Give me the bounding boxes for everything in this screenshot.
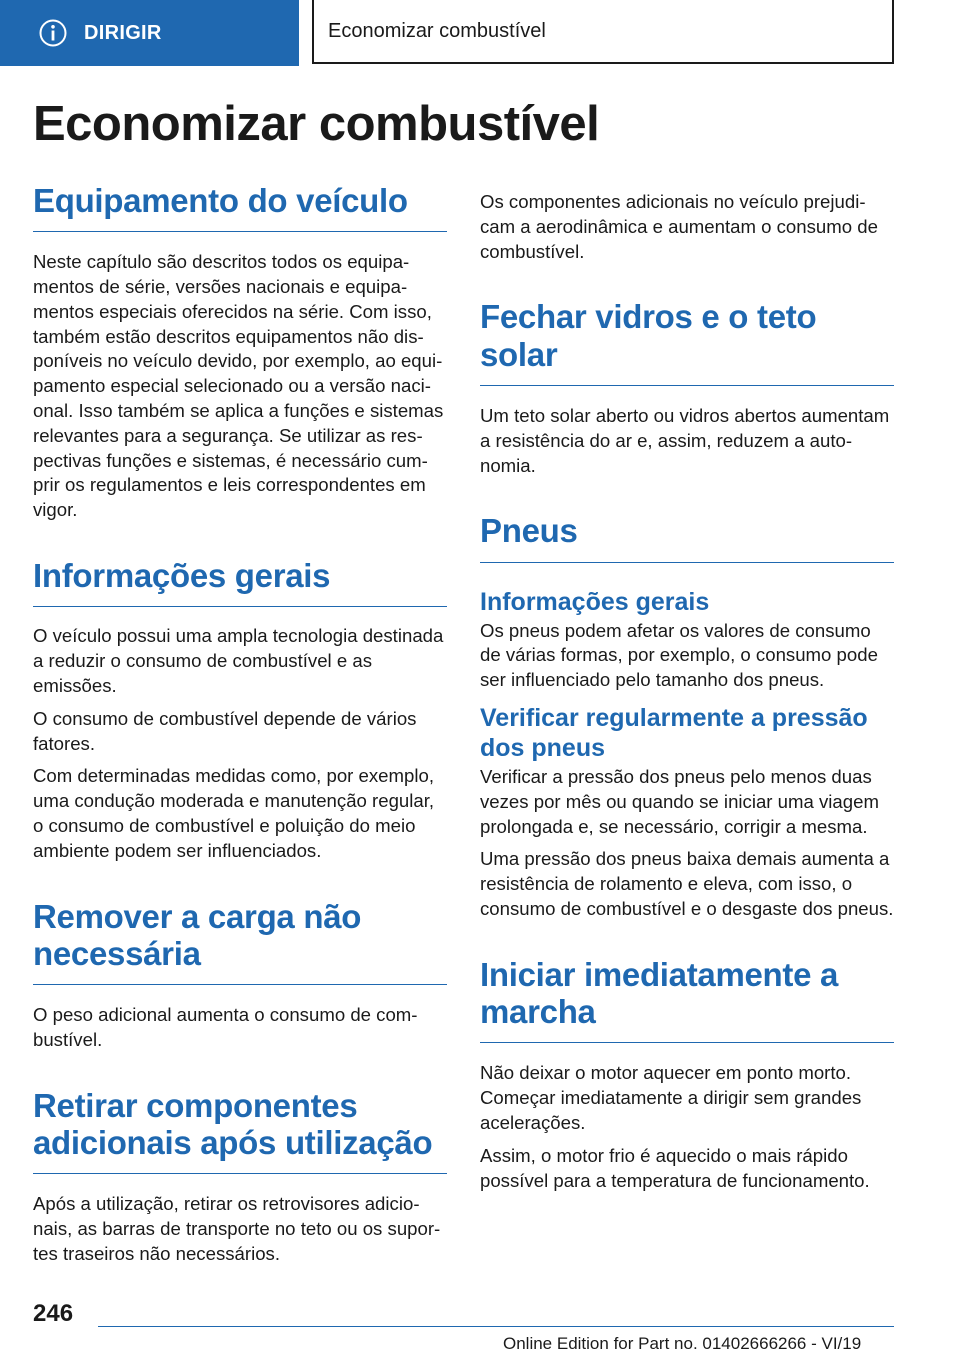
paragraph: Um teto solar aberto ou vidros abertos aumentam a resistência do ar e, assim, reduzem a autonomia.	[480, 404, 890, 476]
paragraph: Após a utilização, retirar os retrovisores adicionais, as barras de transporte no teto ou os suportes traseiros não necessários.	[33, 1193, 441, 1264]
footer-divider	[98, 1326, 894, 1327]
page-number: 246	[33, 1300, 74, 1327]
header-chapter-title: Economizar combustível	[312, 0, 894, 64]
subheading-informacoes-gerais: Informações gerais	[480, 587, 710, 616]
paragraph: O veículo possui uma ampla tecnologia destinada a reduzir o consumo de combustível e as emissões.	[33, 625, 444, 696]
section-tab-label: DIRIGIR	[84, 21, 162, 44]
paragraph: Com determinadas medidas como, por exemplo, uma condução moderada e manutenção regular, o consumo de combustível e poluição do meio ambiente podem ser influenciados.	[33, 765, 435, 861]
footer-edition-text: Online Edition for Part no. 01402666266 - VI/19	[503, 1334, 862, 1353]
right-column	[480, 190, 894, 1193]
subheading-verificar-pressao: Verificar regularmente a pressão dos pneus	[480, 704, 868, 763]
paragraph: Os componentes adicionais no veículo prejudicam a aerodinâmica e aumentam o consumo de combustível.	[480, 191, 878, 262]
section-heading-informacoes-gerais: Informações gerais	[33, 557, 447, 607]
paragraph: O peso adicional aumenta o consumo de combustível.	[33, 1004, 418, 1050]
section-heading-equipamento: Equipamento do veículo	[33, 182, 447, 232]
paragraph: Uma pressão dos pneus baixa demais aumenta a resistência de rolamento e eleva, com isso, o consumo de combustível e o desgaste dos pneus.	[480, 848, 894, 919]
section-heading-pneus: Pneus	[480, 512, 894, 562]
paragraph: Verificar a pressão dos pneus pelo menos duas vezes por mês ou quando se iniciar uma viagem prolongada e, se necessário, corrigir a mesma.	[480, 766, 879, 837]
section-heading-iniciar-marcha: Iniciar imediatamente a marcha	[480, 956, 894, 1044]
header-section-tab[interactable]	[0, 0, 299, 66]
page-title: Economizar combustível	[33, 97, 600, 151]
section-heading-fechar-vidros: Fechar vidros e o teto solar	[480, 298, 894, 386]
paragraph: Os pneus podem afetar os valores de consumo de várias formas, por exemplo, o consumo pode ser influenciado pelo tamanho dos pneus.	[480, 619, 878, 691]
paragraph: Não deixar o motor aquecer em ponto morto. Começar imediatamente a dirigir sem grandes acelerações.	[480, 1062, 862, 1133]
info-icon	[38, 18, 68, 48]
paragraph: Assim, o motor frio é aquecido o mais rápido possível para a temperatura de funcionamento.	[480, 1144, 870, 1191]
paragraph: O consumo de combustível depende de vários fatores.	[33, 707, 417, 754]
left-column	[33, 182, 447, 1267]
section-heading-remover-carga: Remover a carga não necessária	[33, 898, 447, 986]
paragraph: Neste capítulo são descritos todos os equipamentos de série, versões nacionais e equipamentos especiais oferecidos na série. Com isso, também estão descritos equipamentos não disponíveis no veículo devido, por exemplo, ao equipamento especial selecionado ou a versão nacional. Isso também se aplica a funções e sistemas relevantes para a segurança. Se utilizar as respectivas funções e sistemas, é necessário cumprir os regulamentos e leis correspondentes em vigor.	[33, 251, 444, 521]
section-heading-retirar-componentes: Retirar componentes adicionais após utilização	[33, 1087, 447, 1175]
